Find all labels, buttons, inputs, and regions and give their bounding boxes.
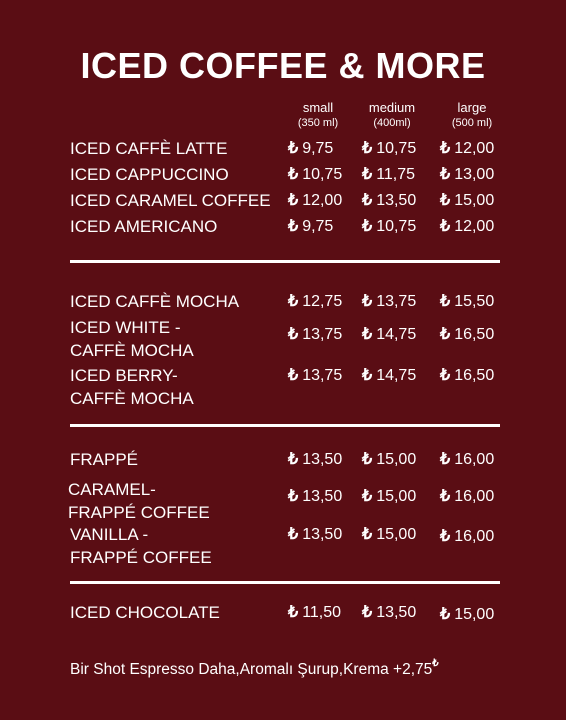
price-small: ₺ 12,75: [288, 293, 343, 310]
lira-icon: ₺: [288, 293, 299, 310]
price-small: ₺ 10,75: [288, 166, 343, 183]
price-medium: ₺ 13,75: [362, 293, 417, 310]
item-name-line: CARAMEL-: [68, 480, 156, 499]
price-medium: ₺ 11,75: [362, 166, 416, 183]
lira-icon: ₺: [362, 604, 373, 621]
lira-icon: ₺: [362, 488, 373, 505]
price-medium: ₺ 15,00: [362, 488, 417, 505]
item-name: ICED CAPPUCCINO: [70, 165, 229, 184]
lira-icon: ₺: [440, 218, 451, 235]
item-name-line: ICED BERRY-: [70, 366, 178, 385]
item-name-line: CAFFÈ MOCHA: [70, 389, 194, 408]
lira-icon: ₺: [362, 451, 373, 468]
item-name: ICED CAFFÈ LATTE: [70, 139, 228, 158]
lira-icon: ₺: [362, 140, 373, 157]
item-name: [70, 523, 212, 569]
lira-icon: ₺: [288, 526, 299, 543]
price-large: ₺ 15,50: [440, 293, 495, 310]
lira-icon: ₺: [288, 488, 299, 505]
item-name: [68, 478, 210, 524]
size-header-medium: [352, 100, 432, 130]
lira-icon: ₺: [432, 658, 439, 669]
lira-icon: ₺: [440, 192, 451, 209]
price-medium: ₺ 14,75: [362, 367, 417, 384]
price-small: ₺ 12,00: [288, 192, 343, 209]
price-large: ₺ 15,00: [440, 606, 495, 623]
lira-icon: ₺: [440, 606, 451, 623]
size-label: medium: [368, 100, 416, 115]
item-name: FRAPPÉ: [70, 450, 139, 469]
lira-icon: ₺: [362, 367, 373, 384]
section-divider: [70, 424, 500, 427]
lira-icon: ₺: [288, 140, 299, 157]
lira-icon: ₺: [288, 451, 299, 468]
price-small: ₺ 11,50: [288, 604, 342, 621]
size-header-small: [278, 100, 358, 130]
price-medium: ₺ 10,75: [362, 140, 417, 157]
price-medium: ₺ 15,00: [362, 451, 417, 468]
lira-icon: ₺: [362, 326, 373, 343]
price-small: ₺ 13,50: [288, 488, 343, 505]
item-name-line: CAFFÈ MOCHA: [70, 341, 194, 360]
lira-icon: ₺: [440, 293, 451, 310]
size-volume: (400ml): [373, 117, 411, 129]
price-large: ₺ 16,50: [440, 367, 495, 384]
item-name: ICED CARAMEL COFFEE: [70, 191, 271, 210]
item-name-line: ICED WHITE -: [70, 318, 181, 337]
extras-note: [70, 653, 439, 681]
lira-icon: ₺: [288, 166, 299, 183]
price-medium: ₺ 13,50: [362, 604, 417, 621]
price-small: ₺ 13,50: [288, 526, 343, 543]
size-volume: (350 ml): [297, 117, 339, 129]
lira-icon: ₺: [440, 367, 451, 384]
lira-icon: ₺: [288, 218, 299, 235]
price-large: ₺ 16,00: [440, 488, 495, 505]
lira-icon: ₺: [288, 192, 299, 209]
lira-icon: ₺: [440, 488, 451, 505]
lira-icon: ₺: [362, 293, 373, 310]
price-small: ₺ 9,75: [288, 218, 334, 235]
price-small: ₺ 13,50: [288, 451, 343, 468]
item-name: ICED CAFFÈ MOCHA: [70, 292, 240, 311]
price-large: ₺ 12,00: [440, 140, 495, 157]
item-name-line: FRAPPÉ COFFEE: [68, 503, 210, 522]
section-divider: [70, 581, 500, 584]
size-header-large: [432, 100, 512, 130]
size-label: large: [457, 100, 487, 115]
price-medium: ₺ 15,00: [362, 526, 417, 543]
lira-icon: ₺: [440, 166, 451, 183]
item-name: [70, 316, 194, 362]
lira-icon: ₺: [440, 451, 451, 468]
price-medium: ₺ 13,50: [362, 192, 417, 209]
size-volume: (500 ml): [451, 117, 493, 129]
price-large: ₺ 15,00: [440, 192, 495, 209]
extras-text: Bir Shot Espresso Daha,Aromalı Şurup,Krema +2,75: [70, 661, 433, 678]
item-name: [70, 364, 194, 410]
item-name-line: VANILLA -: [70, 525, 149, 544]
price-large: ₺ 16,50: [440, 326, 495, 343]
price-large: ₺ 12,00: [440, 218, 495, 235]
price-small: ₺ 13,75: [288, 326, 343, 343]
lira-icon: ₺: [362, 526, 373, 543]
item-name-line: FRAPPÉ COFFEE: [70, 548, 212, 567]
price-large: ₺ 16,00: [440, 451, 495, 468]
lira-icon: ₺: [362, 192, 373, 209]
section-divider: [70, 260, 500, 263]
lira-icon: ₺: [362, 218, 373, 235]
price-medium: ₺ 14,75: [362, 326, 417, 343]
price-large: ₺ 13,00: [440, 166, 495, 183]
lira-icon: ₺: [288, 326, 299, 343]
lira-icon: ₺: [288, 367, 299, 384]
price-medium: ₺ 10,75: [362, 218, 417, 235]
size-label: small: [302, 100, 334, 115]
lira-icon: ₺: [440, 326, 451, 343]
lira-icon: ₺: [288, 604, 299, 621]
price-small: ₺ 13,75: [288, 367, 343, 384]
lira-icon: ₺: [440, 140, 451, 157]
lira-icon: ₺: [440, 528, 451, 545]
item-name: ICED CHOCOLATE: [70, 603, 220, 622]
item-name: ICED AMERICANO: [70, 217, 218, 236]
price-large: ₺ 16,00: [440, 528, 495, 545]
lira-icon: ₺: [362, 166, 373, 183]
menu-title: ICED COFFEE & MORE: [80, 45, 486, 86]
price-small: ₺ 9,75: [288, 140, 334, 157]
